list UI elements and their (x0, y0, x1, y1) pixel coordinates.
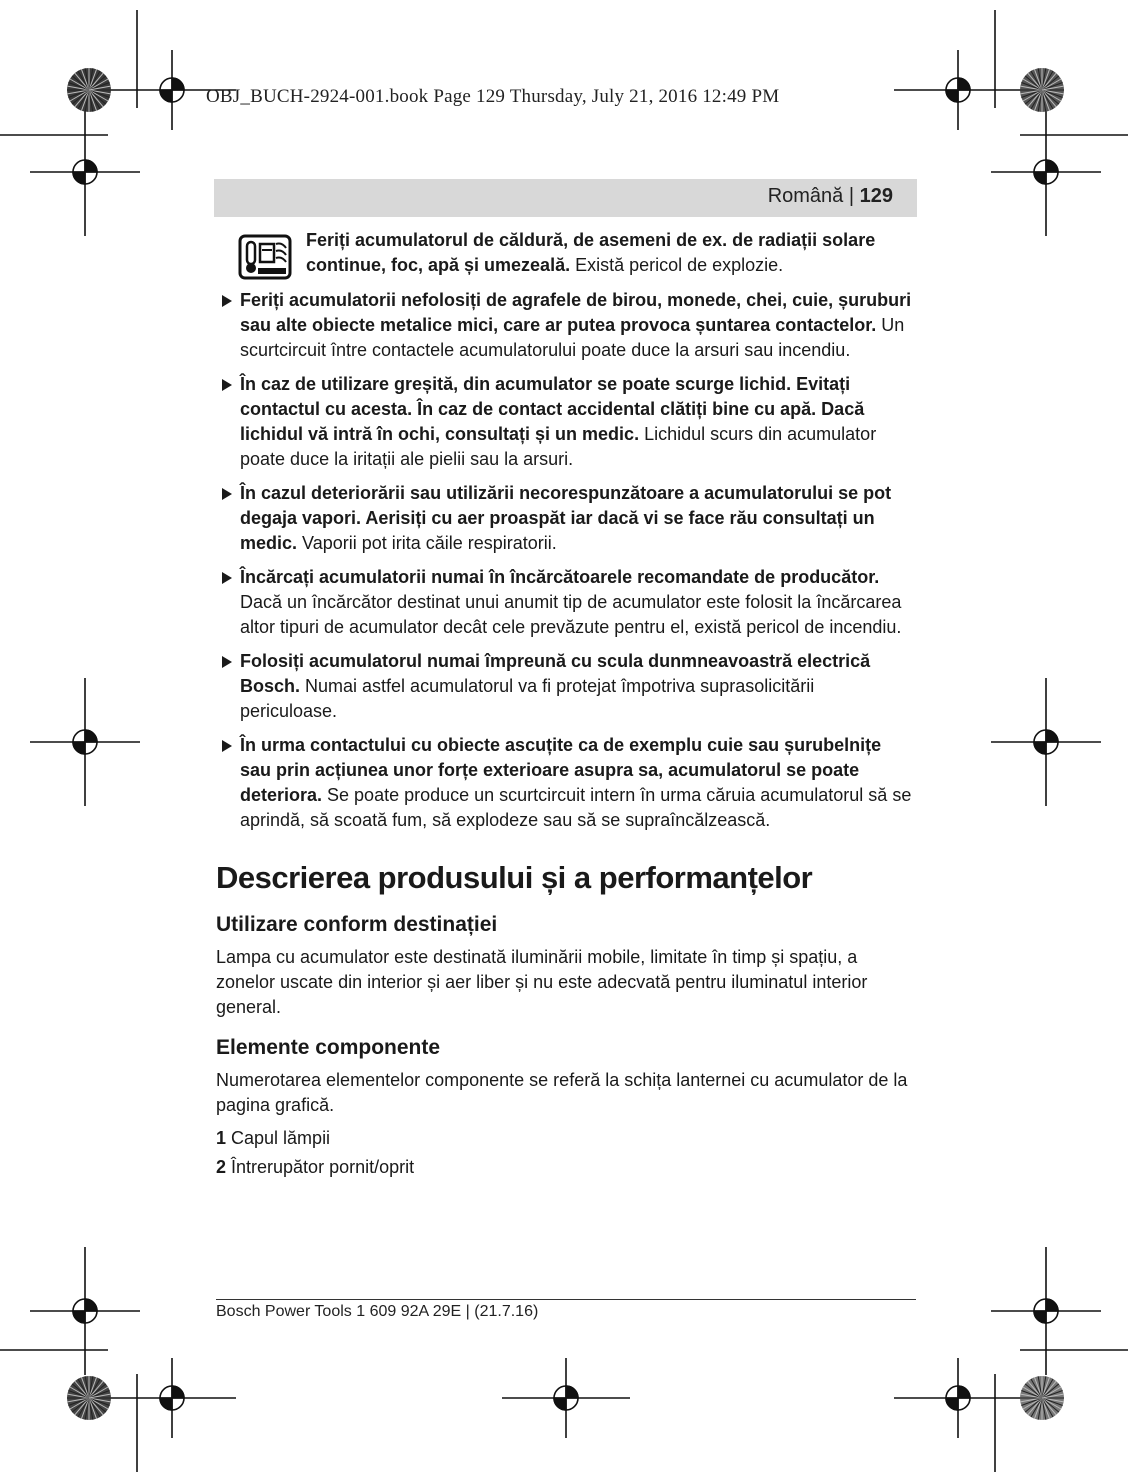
registration-target-icon (30, 1247, 140, 1375)
bullet-triangle-icon (222, 740, 232, 752)
registration-target-icon (894, 50, 1022, 130)
heat-warning-bold: Feriți acumulatorul de căldură, de asemeni de ex. de radiații solare continue, foc, apă și umezeală. (306, 230, 876, 275)
bullet-triangle-icon (222, 656, 232, 668)
warning-item (216, 565, 916, 640)
color-wheel-icon (67, 68, 111, 112)
warning-text: Lichidul scurs din acumulator poate duce la iritații ale pielii sau la arsuri. (240, 424, 877, 469)
page-header (768, 185, 893, 208)
warning-text: Se poate produce un scurtcircuit intern în urma căruia acumulatorul să se aprindă, să scoată fum, să explodeze sau să se supraîncălzească. (240, 785, 912, 830)
warning-item (216, 649, 916, 724)
component-number: 1 (216, 1128, 227, 1148)
heat-warning-text: Există pericol de explozie. (570, 255, 784, 275)
components-intro: Numerotarea elementelor componente se referă la schița lanternei cu acumulator de la pagina grafică. (216, 1070, 908, 1115)
component-label: Întrerupător pornit/oprit (226, 1157, 415, 1177)
registration-target-icon (108, 1358, 236, 1438)
bullet-triangle-icon (222, 572, 232, 584)
heat-warning (216, 228, 916, 278)
section-title: Descrierea produsului și a performanțelor (216, 860, 813, 895)
color-wheel-icon (1020, 68, 1064, 112)
warning-bold: În urma contactului cu obiecte ascuțite ca de exemplu cuie sau șurubelnițe sau prin acțiunea unor forțe exterioare asupra sa, acumulatorul se poate deteriora. (240, 735, 882, 805)
warning-text: Numai astfel acumulatorul va fi protejat împotriva suprasolicitării periculoase. (240, 676, 815, 721)
page-header-bar (214, 179, 917, 217)
warning-item (216, 372, 916, 472)
warning-bold: Feriți acumulatorii nefolosiți de agrafele de birou, monede, chei, cuie, șuruburi sau alte obiecte metalice mici, care ar putea provoca șuntarea contactelor. (240, 290, 912, 335)
warning-text: Un scurtcircuit între contactele acumulatorului poate duce la arsuri sau incendiu. (240, 315, 905, 360)
registration-target-icon (991, 108, 1101, 236)
component-label: Capul lămpii (226, 1128, 331, 1148)
page-number: 129 (859, 185, 893, 207)
registration-target-icon (502, 1358, 630, 1438)
usage-text: Lampa cu acumulator este destinată iluminării mobile, limitate în timp și spațiu, a zonelor uscate din interior și aer liber și nu este adecvată pentru iluminatul interior general. (216, 947, 868, 1017)
component-item (216, 1126, 916, 1151)
registration-target-icon (30, 108, 140, 236)
warning-text: Dacă un încărcător destinat unui anumit tip de acumulator este folosit la încărcarea altor tipuri de acumulator decât cele prevăzute pentru el, există pericol de incendiu. (240, 592, 902, 637)
registration-target-icon (991, 678, 1101, 806)
header-separator: | (848, 185, 860, 207)
warning-text: Vaporii pot irita căile respiratorii. (297, 533, 557, 553)
warning-bold: În cazul deteriorării sau utilizării necorespunzătoare a acumulatorului se pot degaja vapori. Aerisiți cu aer proaspăt iar dacă vi se face rău consultați un medic. (240, 483, 892, 553)
bullet-triangle-icon (222, 379, 232, 391)
color-wheel-icon (67, 1376, 111, 1420)
registration-target-icon (991, 1247, 1101, 1375)
color-wheel-icon (1020, 1376, 1064, 1420)
header-language: Română (767, 185, 844, 207)
page-content (216, 228, 916, 1184)
warning-item (216, 288, 916, 363)
registration-target-icon (894, 1358, 1022, 1438)
warning-item (216, 481, 916, 556)
warning-bold: Încărcați acumulatorii numai în încărcătoarele recomandate de producător. (240, 567, 880, 587)
warning-bold: În caz de utilizare greșită, din acumulator se poate scurge lichid. Evitați contactul cu acesta. În caz de contact accidental clătiți bine cu apă. Dacă lichidul vă intră în ochi, consultați și un medic. (240, 374, 865, 444)
components-heading: Elemente componente (216, 1036, 441, 1059)
bullet-triangle-icon (222, 295, 232, 307)
component-number: 2 (216, 1157, 227, 1177)
bullet-triangle-icon (222, 488, 232, 500)
footer-rule (216, 1299, 916, 1300)
book-info-slug: OBJ_BUCH-2924-001.book Page 129 Thursday, July 21, 2016 12:49 PM (206, 86, 780, 107)
page-footer: Bosch Power Tools 1 609 92A 29E | (21.7.16) (216, 1303, 539, 1320)
usage-heading: Utilizare conform destinației (216, 913, 498, 936)
heat-warning-icon (238, 234, 292, 280)
component-item (216, 1155, 916, 1180)
registration-target-icon (30, 678, 140, 806)
warning-item (216, 733, 916, 833)
warning-bold: Folosiți acumulatorul numai împreună cu scula dunmneavoastră electrică Bosch. (240, 651, 871, 696)
